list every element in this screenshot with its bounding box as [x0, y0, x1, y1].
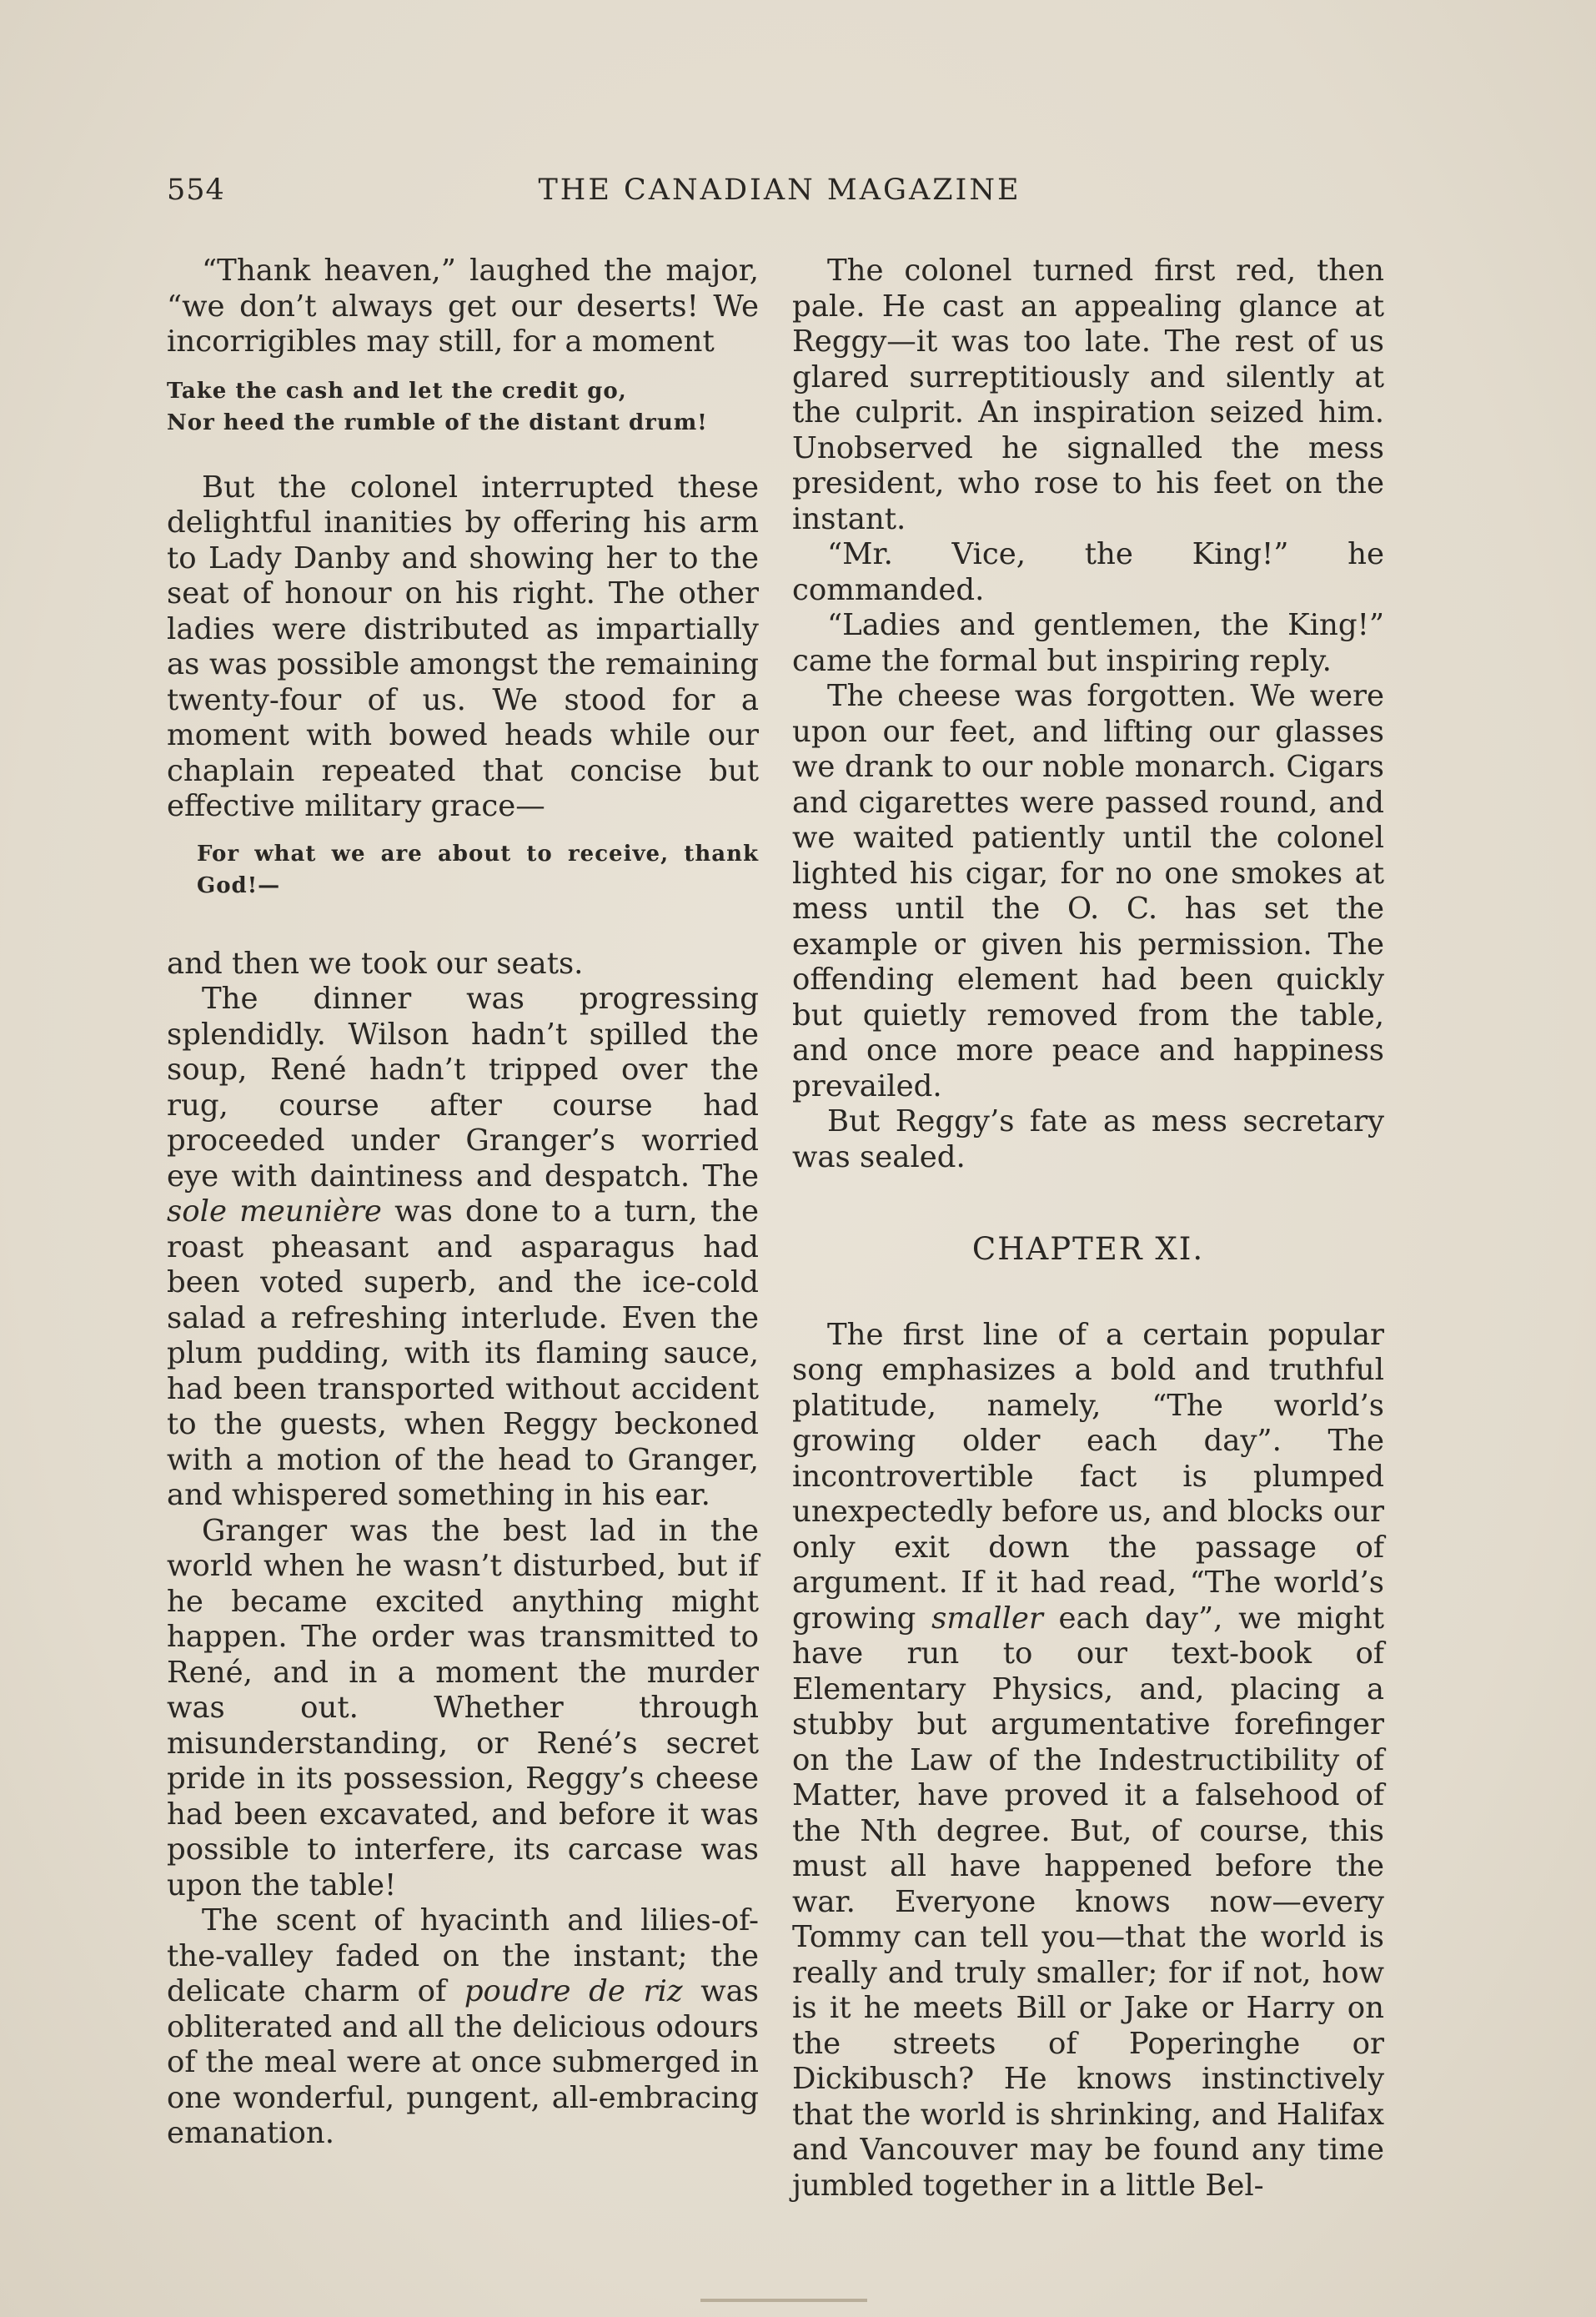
- paragraph: But Reggy’s fate as mess secretary was sealed.: [792, 1104, 1384, 1174]
- verse-quote: [167, 375, 759, 439]
- paragraph-text: was obliterated and all the delicious odours of the meal were at once submerged in one wonderful, pungent, all-embracing emanation.: [167, 1974, 759, 2150]
- grace-quote: For what we are about to receive, thank God!—: [197, 841, 759, 898]
- paragraph: “Mr. Vice, the King!” he commanded.: [792, 537, 1384, 607]
- page-number: 554: [167, 173, 225, 207]
- paragraph: “Ladies and gentlemen, the King!” came the formal but inspiring reply.: [792, 608, 1384, 678]
- paragraph: Granger was the best lad in the world when he wasn’t disturbed, but if he became excited anything might happen. The order was transmitted to René, and in a moment the murder was out. Whether through misunderstanding, or René’s secret pride in its possession, Reggy’s cheese had been excavated, and before it was possible to interfere, its carcase was upon the table!: [167, 1513, 759, 1902]
- italic-phrase: sole meunière: [167, 1194, 382, 1229]
- paragraph: [167, 982, 759, 1514]
- paragraph: “Thank heaven,” laughed the major, “we don’t always get our deserts! We incorrigibles may still, for a moment: [167, 254, 759, 359]
- paragraph-text: was done to a turn, the roast pheasant and asparagus had been voted superb, and the ice-cold salad a refreshing interlude. Even the plum pudding, with its flaming sauce, had been transported without accident to the guests, when Reggy beckoned with a motion of the head to Granger, and whispered something in his ear.: [167, 1194, 759, 1512]
- page-header: [167, 173, 1393, 215]
- paragraph: But the colonel interrupted these delightful inanities by offering his arm to Lady Danby and showing her to the seat of honour on his right. The other ladies were distributed as impartially as was possible amongst the remaining twenty-four of us. We stood for a moment with bowed heads while our chaplain repeated that concise but effective military grace—: [167, 470, 759, 823]
- left-column: [167, 254, 759, 2152]
- paragraph: The cheese was forgotten. We were upon our feet, and lifting our glasses we drank to our noble monarch. Cigars and cigarettes were passed round, and we waited patiently until the colonel lighted his cigar, for no one smokes at mess until the O. C. has set the example or given his permission. The offending element had been quickly but quietly removed from the table, and once more peace and happiness prevailed.: [792, 679, 1384, 1103]
- running-title: THE CANADIAN MAGAZINE: [538, 173, 1021, 207]
- verse-line: Take the cash and let the credit go,: [167, 378, 627, 404]
- page-edge-mark: [700, 2299, 867, 2302]
- paragraph: [792, 1318, 1384, 2204]
- verse-line: Nor heed the rumble of the distant drum!: [167, 410, 708, 435]
- italic-phrase: poudre de riz: [464, 1974, 683, 2008]
- right-column: [792, 254, 1384, 2204]
- paragraph: [167, 1903, 759, 2152]
- paragraph-text: The scent of hyacinth and lilies-of-the-valley faded on the instant; the delicate charm of: [167, 1903, 759, 2008]
- paragraph-text: The dinner was progressing splendidly. Wilson hadn’t spilled the soup, René hadn’t tripped over the rug, course after course had proceeded under Granger’s worried eye with daintiness and despatch. The: [167, 982, 759, 1194]
- paragraph-text: The first line of a certain popular song emphasizes a bold and truthful platitude, namely, “The world’s growing older each day”. The incontrovertible fact is plumped unexpectedly before us, and blocks our only exit down the passage of argument. If it had read, “The world’s growing: [792, 1317, 1384, 1636]
- paragraph: and then we took our seats.: [167, 946, 584, 981]
- paragraph-text: each day”, we might have run to our text-book of Elementary Physics, and, placing a stubby but argumentative forefinger on the Law of the Indestructibility of Matter, have proved it a falsehood of the Nth degree. But, of course, this must all have happened before the war. Everyone knows now—every Tommy can tell you—that the world is really and truly smaller; for if not, how is it he meets Bill or Jake or Harry on the streets of Poperinghe or Dickibusch? He knows instinctively that the world is shrinking, and Halifax and Vancouver may be found any time jumbled together in a little Bel-: [792, 1601, 1385, 2203]
- italic-phrase: smaller: [931, 1601, 1043, 1636]
- chapter-heading: CHAPTER XI.: [971, 1231, 1205, 1267]
- paragraph: The colonel turned first red, then pale. He cast an appealing glance at Reggy—it was too late. The rest of us glared surreptitiously and silently at the culprit. An inspiration seized him. Unobserved he signalled the mess president, who rose to his feet on the instant.: [792, 254, 1384, 536]
